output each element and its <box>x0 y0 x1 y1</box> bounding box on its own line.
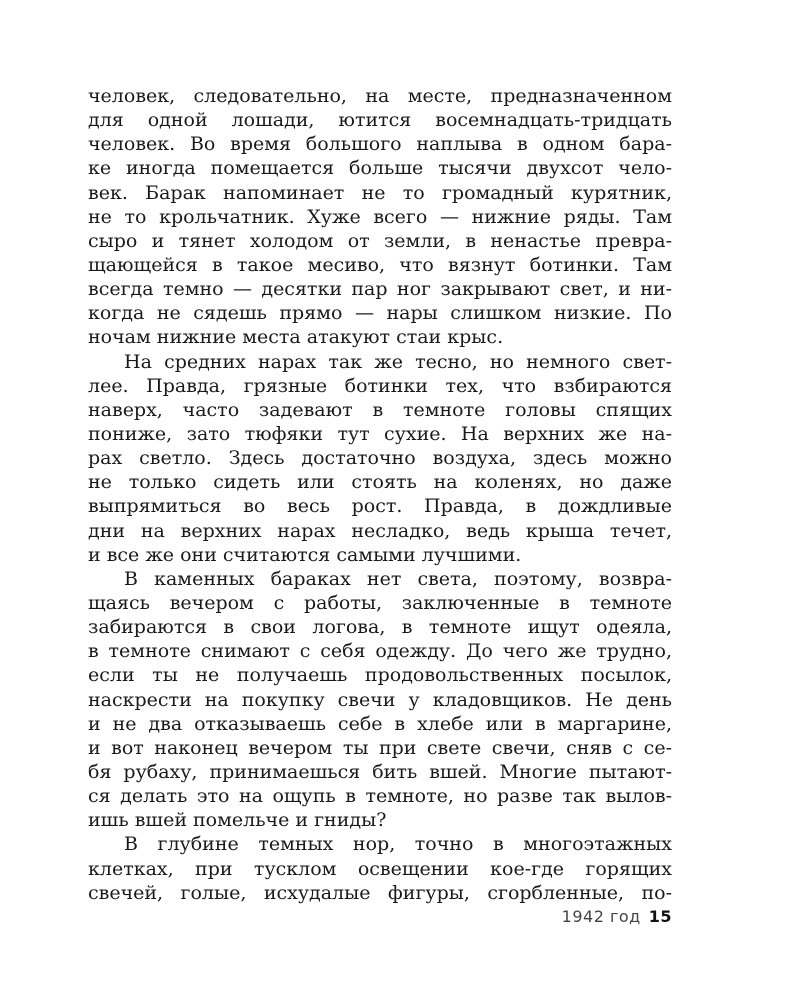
text-line: человек. Во время большого наплыва в одном бара- <box>88 133 672 156</box>
text-line: если ты не получаешь продовольственных посылок, <box>88 664 672 687</box>
paragraph <box>88 567 672 833</box>
text-line: пониже, зато тюфяки тут сухие. На верхних же на- <box>88 422 672 445</box>
text-line: век. Барак напоминает не то громадный курятник, <box>88 181 672 204</box>
text-line: не то крольчатник. Хуже всего — нижние ряды. Там <box>88 205 672 228</box>
text-line: и все же они считаются самыми лучшими. <box>88 543 522 566</box>
text-line: и вот наконец вечером ты при свете свечи, сняв с се- <box>88 736 672 759</box>
paragraph <box>88 832 672 904</box>
text-line: В глубине темных нор, точно в многоэтажных <box>124 833 672 856</box>
text-line: наскрести на покупку свечи у кладовщиков. Не день <box>88 688 672 711</box>
paragraph <box>88 84 672 350</box>
text-line: всегда темно — десятки пар ног закрывают свет, и ни- <box>88 278 672 301</box>
text-line: выпрямиться во весь рост. Правда, в дождливые <box>88 495 672 518</box>
text-line: На средних нарах так же тесно, но немного свет- <box>124 350 672 373</box>
chapter-year: 1942 год <box>561 907 641 926</box>
text-line: бя рубаху, принимаешься бить вшей. Многие пытают- <box>88 760 672 783</box>
text-line: рах светло. Здесь достаточно воздуха, здесь можно <box>88 447 672 470</box>
text-line: В каменных бараках нет света, поэтому, возвра- <box>124 567 672 590</box>
text-line: человек, следовательно, на месте, предназначенном <box>88 85 672 107</box>
text-line: ишь вшей помельче и гниды? <box>88 809 387 832</box>
text-line: щающейся в такое месиво, что вязнут ботинки. Там <box>88 253 672 276</box>
text-line: наверх, часто задевают в темноте головы спящих <box>88 398 672 421</box>
text-line: не только сидеть или стоять на коленях, но даже <box>88 471 672 494</box>
text-line: дни на верхних нарах несладко, ведь крыша течет, <box>88 519 672 542</box>
text-line: щаясь вечером с работы, заключенные в темноте <box>88 591 672 614</box>
text-line: в темноте снимают с себя одежду. До чего же трудно, <box>88 640 672 663</box>
text-line: сыро и тянет холодом от земли, в ненастье превра- <box>88 229 672 252</box>
body-text <box>88 84 672 905</box>
text-line: и не два отказываешь себе в хлебе или в маргарине, <box>88 712 672 735</box>
text-line: когда не сядешь прямо — нары слишком низкие. По <box>88 302 672 325</box>
text-line: ся делать это на ощупь в темноте, но разве так вылов- <box>88 785 672 808</box>
running-footer <box>88 907 672 926</box>
text-line: для одной лошади, ютится восемнадцать-тридцать <box>88 109 672 132</box>
paragraph <box>88 350 672 567</box>
page-number: 15 <box>648 907 672 926</box>
text-line: клетках, при тусклом освещении кое-где горящих <box>88 857 672 880</box>
text-line: ке иногда помещается больше тысячи двухсот чело- <box>88 157 672 180</box>
text-line: забираются в свои логова, в темноте ищут одеяла, <box>88 616 672 639</box>
text-line: лее. Правда, грязные ботинки тех, что взбираются <box>88 374 672 397</box>
text-line: свечей, голые, исхудалые фигуры, сгорбленные, по- <box>88 881 672 904</box>
text-line: ночам нижние места атакуют стаи крыс. <box>88 326 504 349</box>
